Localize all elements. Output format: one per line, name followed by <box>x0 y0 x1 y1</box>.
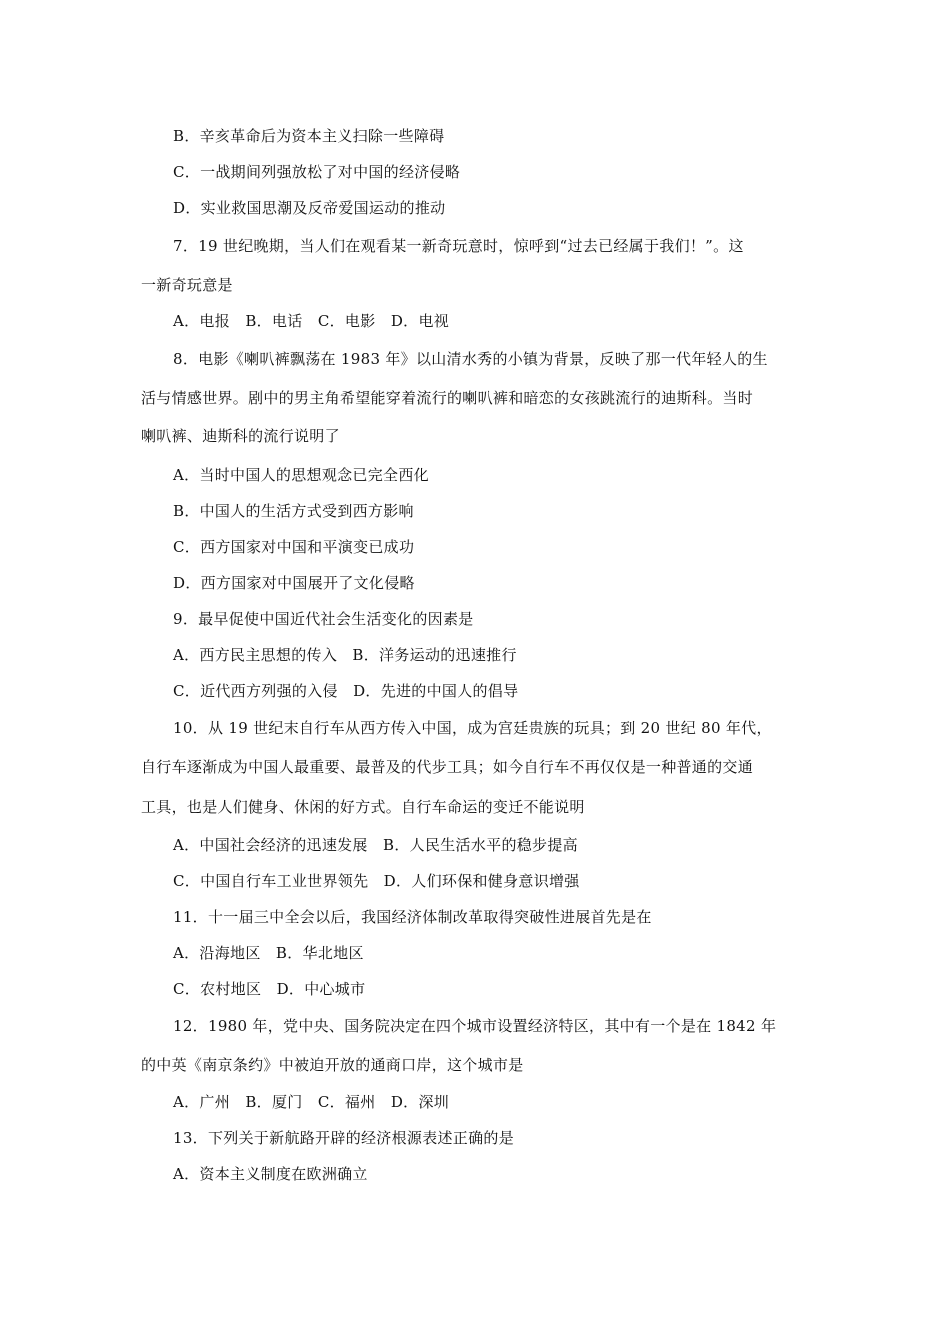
question-line: 10．从 19 世纪末自行车从西方传入中国，成为宫廷贵族的玩具；到 20 世纪 80 年代， <box>173 719 772 737</box>
option-line: C．西方国家对中国和平演变已成功 <box>173 538 415 556</box>
question-line: 的中英《南京条约》中被迫开放的通商口岸，这个城市是 <box>141 1056 524 1074</box>
question-line: 工具，也是人们健身、休闲的好方式。自行车命运的变迁不能说明 <box>141 798 585 816</box>
option-line: A．电报 B．电话 C．电影 D．电视 <box>173 312 450 330</box>
option-line: A．西方民主思想的传入 B．洋务运动的迅速推行 <box>173 646 517 664</box>
option-line: A．资本主义制度在欧洲确立 <box>173 1165 368 1183</box>
question-line: 7．19 世纪晚期，当人们在观看某一新奇玩意时，惊呼到“过去已经属于我们！”。这 <box>173 237 744 255</box>
option-line: A．中国社会经济的迅速发展 B．人民生活水平的稳步提高 <box>173 836 578 854</box>
option-line: C．中国自行车工业世界领先 D．人们环保和健身意识增强 <box>173 872 580 890</box>
option-line: D．西方国家对中国展开了文化侵略 <box>173 574 415 592</box>
option-line: B．中国人的生活方式受到西方影响 <box>173 502 414 520</box>
question-line: 12．1980 年，党中央、国务院决定在四个城市设置经济特区，其中有一个是在 1842 年 <box>173 1017 777 1035</box>
option-line: C．农村地区 D．中心城市 <box>173 980 366 998</box>
question-line: 自行车逐渐成为中国人最重要、最普及的代步工具；如今自行车不再仅仅是一种普通的交通 <box>141 758 754 776</box>
question-line: 9．最早促使中国近代社会生活变化的因素是 <box>173 610 474 628</box>
question-line: 11．十一届三中全会以后，我国经济体制改革取得突破性进展首先是在 <box>173 908 652 926</box>
option-line: B．辛亥革命后为资本主义扫除一些障碍 <box>173 127 445 145</box>
question-line: 一新奇玩意是 <box>141 276 233 294</box>
question-line: 13．下列关于新航路开辟的经济根源表述正确的是 <box>173 1129 514 1147</box>
question-line: 喇叭裤、迪斯科的流行说明了 <box>141 427 340 445</box>
option-line: A．广州 B．厦门 C．福州 D．深圳 <box>173 1093 450 1111</box>
option-line: A．当时中国人的思想观念已完全西化 <box>173 466 429 484</box>
option-line: A．沿海地区 B．华北地区 <box>173 944 364 962</box>
option-line: C．近代西方列强的入侵 D．先进的中国人的倡导 <box>173 682 519 700</box>
question-line: 8．电影《喇叭裤飘荡在 1983 年》以山清水秀的小镇为背景，反映了那一代年轻人的生 <box>173 350 768 368</box>
question-line: 活与情感世界。剧中的男主角希望能穿着流行的喇叭裤和暗恋的女孩跳流行的迪斯科。当时 <box>141 389 754 407</box>
option-line: C．一战期间列强放松了对中国的经济侵略 <box>173 163 461 181</box>
option-line: D．实业救国思潮及反帝爱国运动的推动 <box>173 199 446 217</box>
